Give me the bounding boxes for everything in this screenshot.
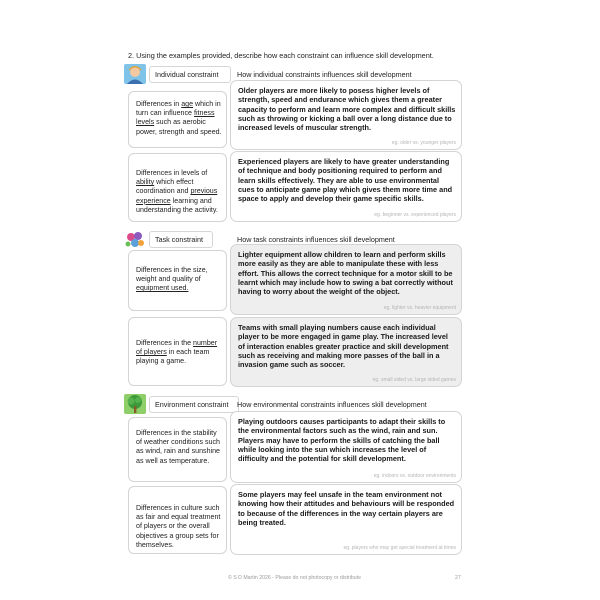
constraint-description-box	[128, 91, 227, 148]
example-hint: eg. players who may get special treatment at times	[343, 545, 456, 551]
constraint-description: Differences in levels of ability which effect coordination and previous experience learning and understanding the activity.	[136, 169, 218, 214]
question-text: 2. Using the examples provided, describe how each constraint can influence skill development.	[128, 51, 434, 60]
constraint-description-box	[128, 317, 227, 386]
handprints-icon	[123, 228, 147, 250]
example-hint: eg. indoors vs. outdoor environments	[373, 473, 456, 479]
constraint-description-box	[128, 153, 227, 222]
constraint-description: Differences in the number of players in each team playing a game.	[136, 339, 218, 366]
constraint-description-box	[128, 486, 227, 554]
copyright-notice: © S D Martin 2026 - Please do not photocopy or distribute	[228, 575, 362, 581]
answer-text: Lighter equipment allow children to learn and perform skills more easily as they are able to manipulate these with less effort. This allows the correct technique for a motor skill to be learnt which may include how to swing a bat correctly without having to worry about the weight of the object.	[238, 250, 453, 297]
constraint-description: Differences in age which in turn can influence fitness levels such as aerobic power, strength and speed.	[136, 100, 222, 136]
column-title: How individual constraints influences skill development	[237, 70, 412, 79]
answer-box[interactable]	[230, 317, 462, 387]
column-title: How environmental constraints influences skill development	[237, 400, 427, 409]
answer-box[interactable]	[230, 244, 462, 315]
answer-text: Some players may feel unsafe in the team environment not knowing how their attitudes and behaviours will be responded to because of the differences in the way certain players are being treated.	[238, 490, 455, 527]
answer-box[interactable]	[230, 151, 462, 222]
page-number: 27	[455, 575, 461, 581]
section-title: Environment constraint	[155, 400, 229, 409]
example-hint: eg. lighter vs. heavier equipment	[383, 305, 456, 311]
answer-box[interactable]	[230, 411, 462, 483]
person-icon	[123, 63, 147, 85]
constraint-description: Differences in the size, weight and quality of equipment used.	[136, 266, 208, 293]
constraint-description: Differences in culture such as fair and equal treatment of players or the overall objectives a group sets for themselves.	[136, 504, 221, 549]
answer-text: Teams with small playing numbers cause each individual player to be more engaged in game play. The increased level of interaction enables greater practice and skill development such as receiving and making more passes of the ball in a invasion game such as soccer.	[238, 323, 449, 370]
constraint-description-box	[128, 250, 227, 311]
tree-icon	[123, 393, 147, 415]
section-title: Individual constraint	[155, 70, 219, 79]
constraint-description: Differences in the stability of weather conditions such as wind, rain and sunshine as well as temperature.	[136, 429, 220, 465]
example-hint: eg. small sided vs. large sided games	[372, 377, 456, 383]
answer-box[interactable]	[230, 484, 462, 555]
constraint-description-box	[128, 417, 227, 482]
answer-text: Experienced players are likely to have greater understanding of technique and body positioning required to perform and learn skills effectively. They are able to use environmental cues to anticipate game play which gives them more time and space to apply and develop their game specific skills.	[238, 157, 453, 204]
answer-text: Playing outdoors causes participants to adapt their skills to the environmental factors such as the wind, rain and sun. Players may have to perform the skills of catching the ball while looking into the sun which increases the level of difficulty and the potential for skill development.	[238, 417, 446, 464]
column-title: How task constraints influences skill development	[237, 235, 395, 244]
section-title: Task constraint	[155, 235, 203, 244]
answer-text: Older players are more likely to posess higher levels of strength, speed and endurance which gives them a greater capacity to perform and learn more complex and difficult skills such as throwing or kicking a ball over a long distance due to increased levels of muscular strength.	[238, 86, 456, 133]
example-hint: eg. beginner vs. experienced players	[374, 212, 456, 218]
answer-box[interactable]	[230, 80, 462, 150]
example-hint: eg. older vs. younger players	[391, 140, 456, 146]
